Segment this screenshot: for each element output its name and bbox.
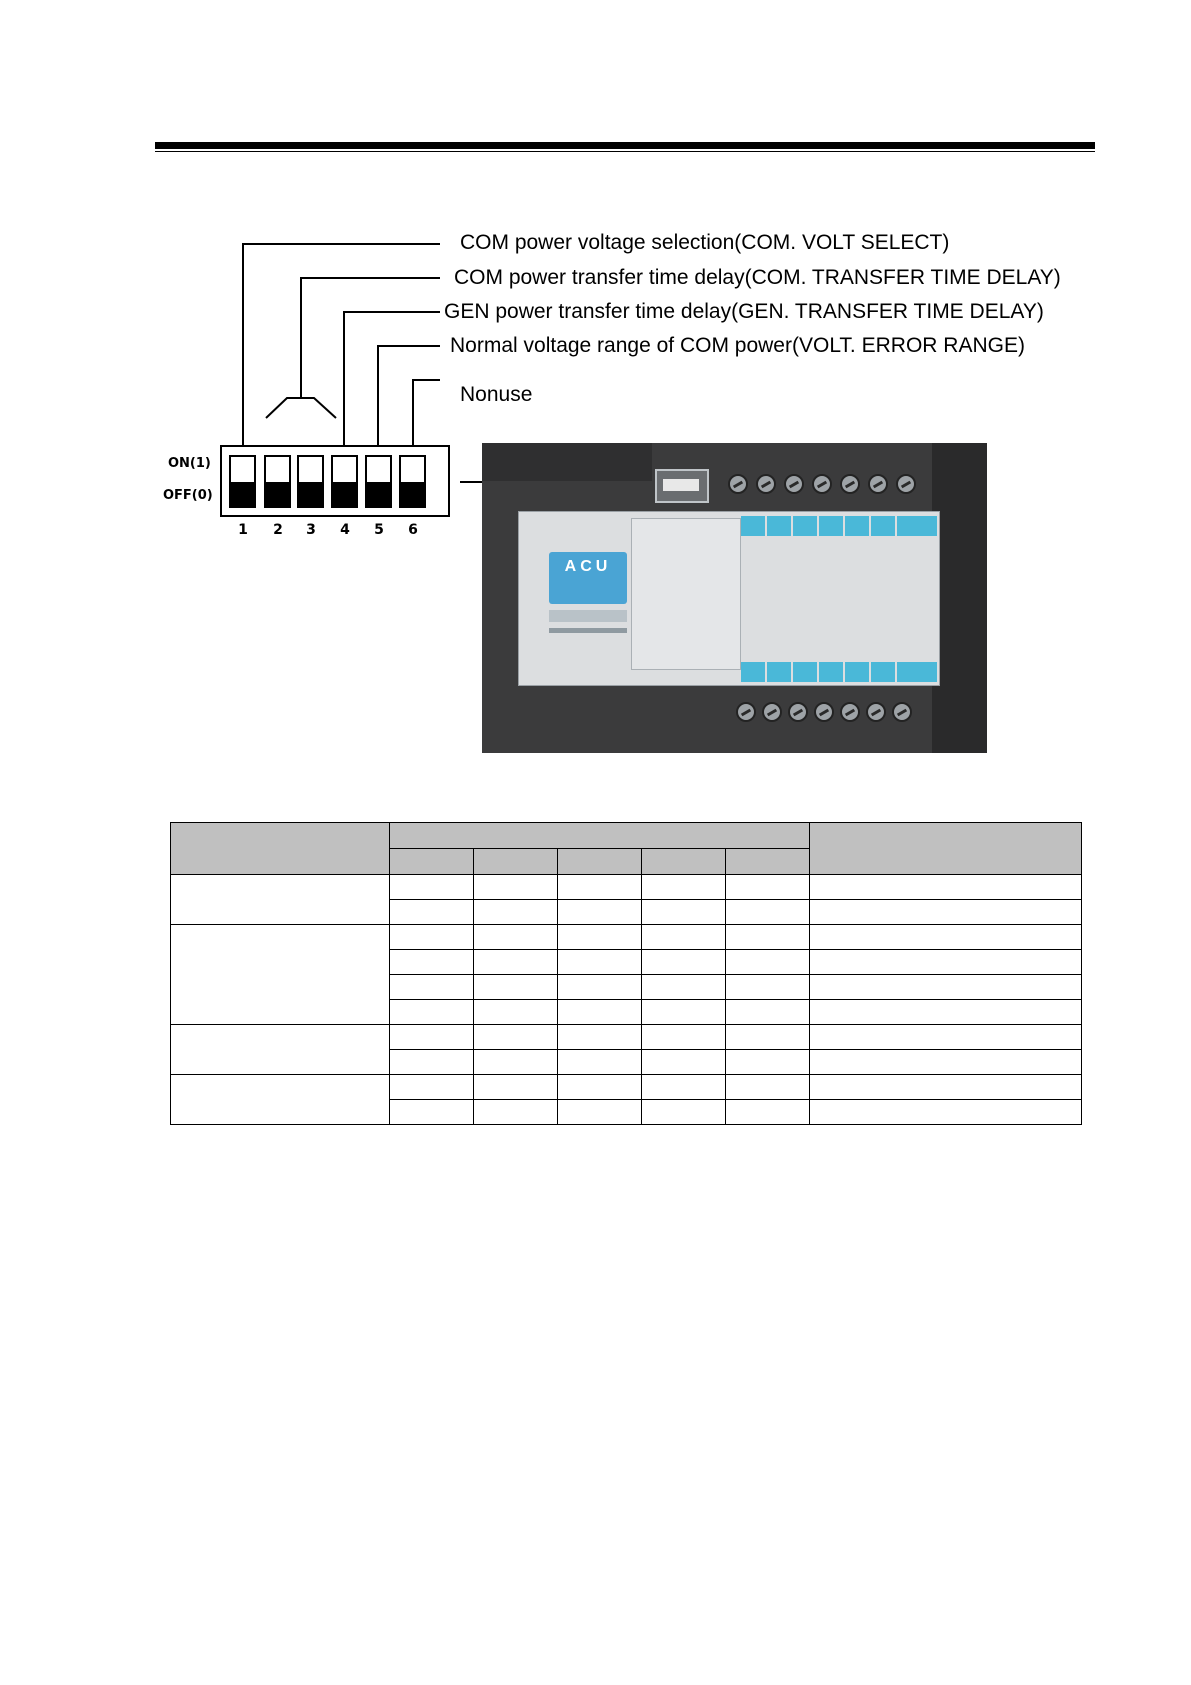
callout-nonuse: Nonuse	[460, 383, 533, 406]
terminal-screw	[736, 702, 756, 722]
callout-gen-transfer-delay: GEN power transfer time delay(GEN. TRANSFER TIME DELAY)	[444, 300, 1044, 323]
terminal-label	[741, 516, 765, 536]
dip-switch-3	[298, 456, 323, 507]
terminal-label	[845, 516, 869, 536]
terminal-label	[819, 662, 843, 682]
terminal-label	[793, 516, 817, 536]
table-group-cell	[171, 1075, 390, 1125]
table-row	[171, 1075, 1082, 1100]
table-row	[171, 1025, 1082, 1050]
terminal-screw	[868, 474, 888, 494]
dip-number-3: 3	[306, 522, 316, 538]
terminal-label	[897, 516, 921, 536]
terminal-screw	[840, 702, 860, 722]
dip-off-label: OFF(0)	[163, 488, 213, 503]
terminal-label	[767, 516, 791, 536]
terminal-screw	[756, 474, 776, 494]
terminal-label	[845, 662, 869, 682]
dip-switch-5	[366, 456, 391, 507]
acu-logo-text: ACU	[564, 558, 612, 575]
device-label-panel	[518, 511, 940, 686]
table-group-cell	[171, 925, 390, 1025]
callout-volt-error-range: Normal voltage range of COM power(VOLT. ERROR RANGE)	[450, 334, 1025, 357]
terminal-label	[919, 516, 937, 536]
terminal-screw	[762, 702, 782, 722]
dip-switch-2	[265, 456, 290, 507]
leader-switch-2-3	[266, 398, 336, 418]
terminal-label	[741, 662, 765, 682]
device-dip-switch	[655, 469, 709, 503]
dip-number-2: 2	[273, 522, 283, 538]
terminal-screw	[788, 702, 808, 722]
terminal-screw	[728, 474, 748, 494]
table-header-cell	[390, 849, 474, 875]
terminal-screw	[866, 702, 886, 722]
callout-com-transfer-delay: COM power transfer time delay(COM. TRANSFER TIME DELAY)	[454, 266, 1061, 289]
terminal-label	[897, 662, 921, 682]
dip-switch-1	[230, 456, 255, 507]
setting-chart-box	[631, 518, 741, 670]
dip-number-1: 1	[238, 522, 248, 538]
table-header-cell	[474, 849, 558, 875]
terminal-screw	[896, 474, 916, 494]
dip-number-6: 6	[408, 522, 418, 538]
table-row	[171, 875, 1082, 900]
terminal-screw	[840, 474, 860, 494]
terminal-label	[919, 662, 937, 682]
terminal-label	[793, 662, 817, 682]
terminal-label	[871, 662, 895, 682]
url-strip	[549, 628, 627, 633]
dip-switch-6	[400, 456, 425, 507]
terminal-label	[819, 516, 843, 536]
table-header-cell	[810, 823, 1082, 875]
dip-setting-table	[170, 822, 1082, 1125]
table-header-row	[171, 823, 1082, 849]
dip-switch-diagram	[220, 445, 460, 525]
callout-com-volt-select: COM power voltage selection(COM. VOLT SELECT)	[460, 231, 950, 254]
dip-switch-4	[332, 456, 357, 507]
dip-on-label: ON(1)	[168, 456, 211, 471]
leader-switch-5	[378, 346, 440, 447]
terminal-screw	[814, 702, 834, 722]
brand-strip	[549, 610, 627, 622]
table-group-cell	[171, 875, 390, 925]
table-group-cell	[171, 1025, 390, 1075]
terminal-screw	[892, 702, 912, 722]
terminal-screw	[784, 474, 804, 494]
terminal-screw	[812, 474, 832, 494]
terminal-label	[767, 662, 791, 682]
table-header-cell	[642, 849, 726, 875]
table-header-cell	[558, 849, 642, 875]
table-header-cell	[171, 823, 390, 875]
dip-number-4: 4	[340, 522, 350, 538]
terminal-label	[871, 516, 895, 536]
table-row	[171, 925, 1082, 950]
acu-logo	[549, 552, 627, 604]
table-header-cell	[390, 823, 810, 849]
leader-switch-6	[413, 380, 440, 447]
table-header-cell	[726, 849, 810, 875]
dip-number-5: 5	[374, 522, 384, 538]
